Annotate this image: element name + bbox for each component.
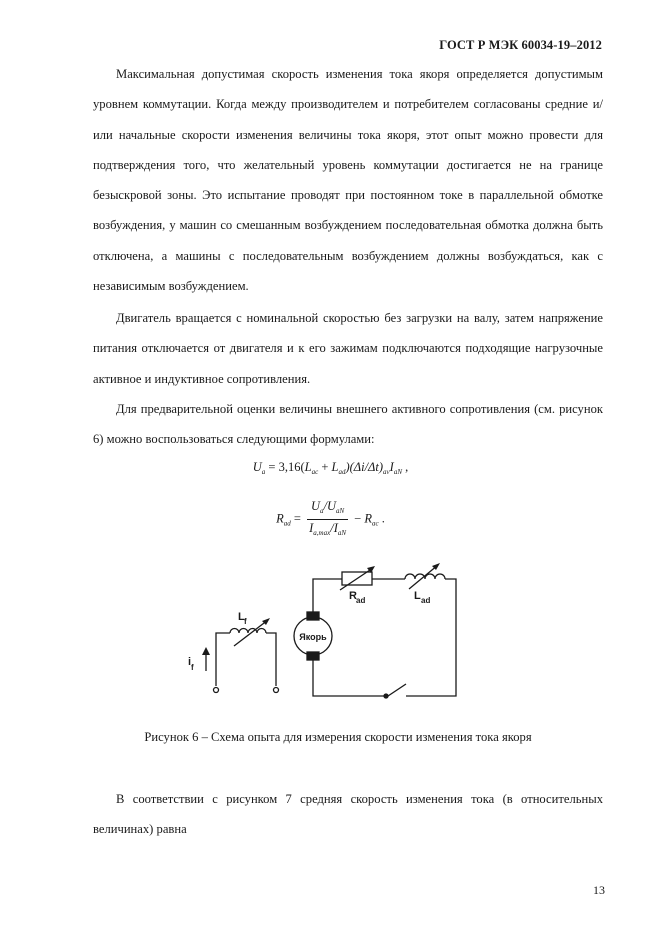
- rad-label-sub: ad: [356, 596, 366, 605]
- f2-lhs-sub: ad: [283, 519, 291, 528]
- inductor-lad-arrow: [409, 565, 438, 589]
- f2-num-u-sub: a: [319, 507, 324, 515]
- f2-lhs: R: [276, 511, 284, 526]
- field-lead-left: [216, 633, 230, 686]
- f1-l1-sub: ac: [311, 468, 319, 476]
- if-label: i: [188, 656, 192, 668]
- f2-num-u: U: [310, 499, 320, 513]
- armature-label: Якорь: [299, 632, 327, 642]
- paragraph-average-rate: В соответствии с рисунком 7 средняя скорость изменения тока (в относительных величинах) равна: [93, 792, 603, 837]
- brush-bottom: [307, 652, 319, 660]
- f1-delta-sub: av: [383, 468, 390, 476]
- field-terminal-left: [214, 688, 219, 693]
- f2-eq: =: [290, 511, 305, 526]
- f2-den-slash: /: [330, 521, 334, 535]
- f1-lhs: U: [252, 460, 262, 474]
- paragraph-commutation: Максимальная допустимая скорость изменения тока якоря определяется допустимым уровнем коммутации. Когда между производителем и потребителем согласованы средние и/или начальные скорости изменения величины тока якоря, этот опыт можно провести для подтверждения того, что желательный уровень коммутации достигается не на границе безыскровой зоны. Это испытание проводят при постоянном токе в параллельной обмотке возбуждения, у машин со смешанным возбуждением последовательная обмотка должна быть отключена, а машины с последовательным возбуждением должны возбуждаться, как с независимым возбуждением.: [93, 67, 603, 294]
- f1-end: ,: [402, 460, 409, 474]
- wire-bottom: [313, 660, 384, 696]
- paragraph-formula-intro: Для предварительной оценки величины внешнего активного сопротивления (см. рисунок 6) можно воспользоваться следующими формулами:: [93, 402, 603, 447]
- rad-label: R: [349, 590, 357, 602]
- field-lead-right: [266, 633, 276, 686]
- f2-den-i: I: [309, 521, 314, 535]
- f2-numerator: [307, 498, 348, 520]
- f2-fraction: [307, 498, 348, 541]
- f1-l2-sub: ad: [338, 468, 346, 476]
- f1-l2: L: [331, 460, 339, 474]
- brush-top: [307, 612, 319, 620]
- resistor-arrow: [340, 568, 373, 590]
- f1-coef: = 3,16(: [268, 460, 305, 474]
- f2-num-uan-sub: aN: [336, 507, 345, 515]
- f2-end: .: [378, 511, 385, 526]
- f1-l1: L: [304, 460, 312, 474]
- lad-label-sub: ad: [421, 596, 431, 605]
- f1-i: I: [389, 460, 394, 474]
- f2-den-i-sub: a,max: [313, 529, 331, 537]
- switch-contact: [384, 694, 388, 698]
- formula-external-resistance: [0, 498, 661, 541]
- if-label-sub: f: [191, 663, 194, 672]
- f1-plus: +: [318, 460, 332, 474]
- f2-num-uan: U: [326, 499, 336, 513]
- page-number: 13: [593, 883, 605, 897]
- f2-rac-sub: ac: [371, 519, 379, 528]
- f1-lhs-sub: a: [261, 468, 266, 476]
- paragraph-motor-rotation: Двигатель вращается с номинальной скоростью без загрузки на валу, затем напряжение питания отключается от двигателя и к его зажимам подключаются подходящие нагрузочные активное и индуктивное сопротивления.: [93, 311, 603, 386]
- inductor-lf: [230, 629, 266, 634]
- f2-denominator: [307, 520, 348, 541]
- lf-label: L: [238, 611, 245, 623]
- f2-den-ian-sub: aN: [337, 529, 347, 537]
- f2-minus: −: [354, 511, 365, 526]
- f1-i-sub: aN: [393, 468, 402, 476]
- f2-den-ian: I: [333, 521, 338, 535]
- f2-rac: R: [364, 511, 372, 526]
- lf-label-sub: f: [244, 617, 247, 626]
- lad-label: L: [414, 590, 421, 602]
- figure-caption: Рисунок 6 – Схема опыта для измерения скорости изменения тока якоря: [144, 730, 532, 744]
- formula-armature-voltage: [0, 460, 661, 476]
- switch-blade: [388, 684, 406, 696]
- current-arrow-head: [202, 647, 210, 655]
- circuit-diagram: [180, 560, 480, 710]
- field-terminal-right: [274, 688, 279, 693]
- document-header: ГОСТ Р МЭК 60034-19–2012: [439, 38, 602, 52]
- wire-top-left: [313, 579, 342, 612]
- f1-delta: )(Δi/Δt): [345, 460, 384, 474]
- f2-num-slash: /: [323, 499, 327, 513]
